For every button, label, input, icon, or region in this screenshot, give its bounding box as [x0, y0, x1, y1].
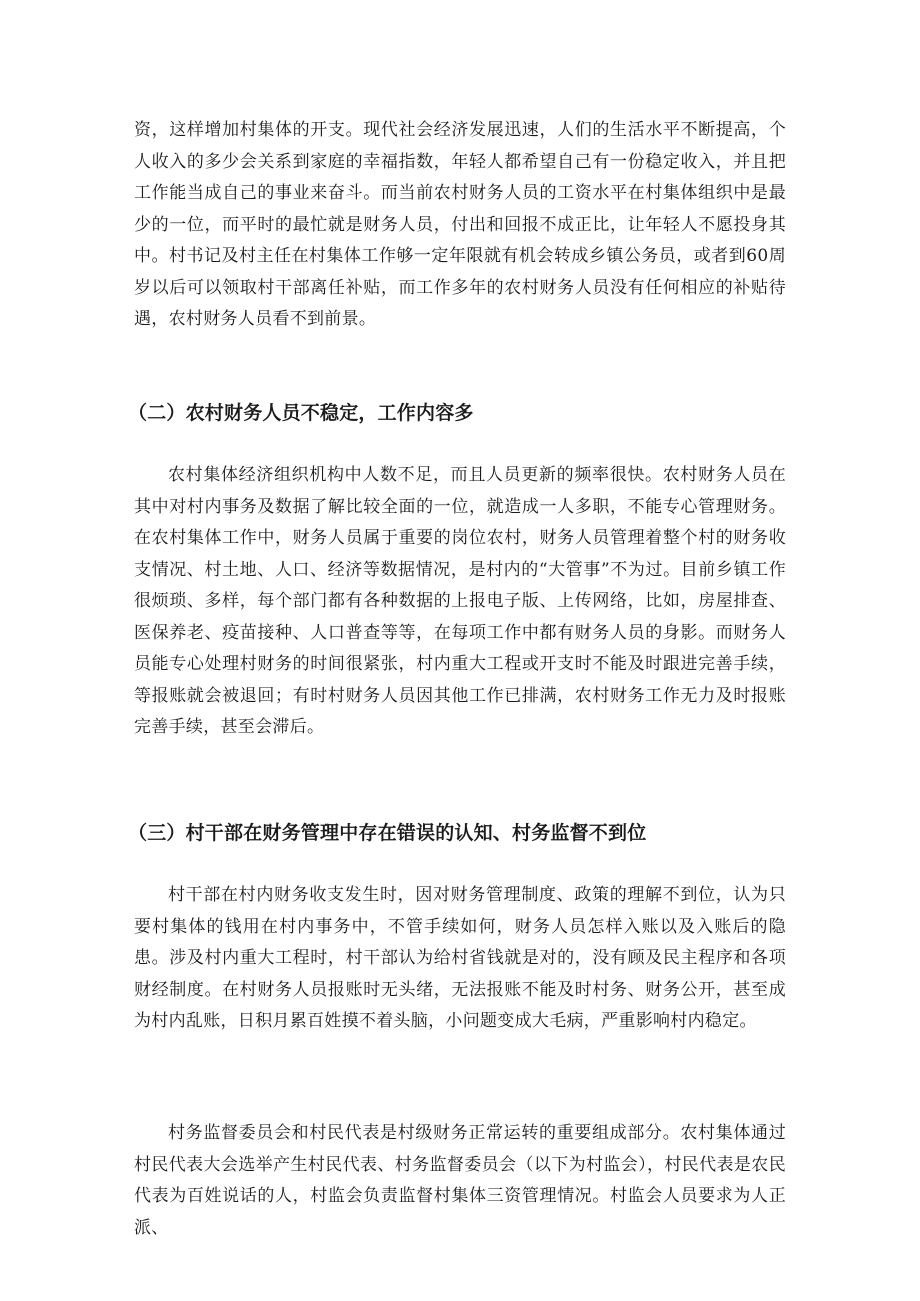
section-heading-3: （三）村干部在财务管理中存在错误的认知、村务监督不到位	[128, 822, 647, 844]
paragraph-staff-instability: 农村集体经济组织机构中人数不足，而且人员更新的频率很快。农村财务人员在其中对村内事务及数据了解比较全面的一位，就造成一人多职，不能专心管理财务。在农村集体工作中，财务人员属于重要的岗位农村，财务人员管理着整个村的财务收支情况、村土地、人口、经济等数据情况，是村内的“大管事”不为过。目前乡镇工作很烦琐、多样，每个部门都有各种数据的上报电子版、上传网络，比如，房屋排查、医保养老、疫苗接种、人口普查等等，在每项工作中都有财务人员的身影。而财务人员能专心处理村财务的时间很紧张，村内重大工程或开支时不能及时跟进完善手续，等报账就会被退回；有时村财务人员因其他工作已排满，农村财务工作无力及时报账完善手续，甚至会滞后。	[134, 465, 786, 737]
paragraph-supervision-committee: 村务监督委员会和村民代表是村级财务正常运转的重要组成部分。农村集体通过村民代表大会选举产生村民代表、村务监督委员会（以下为村监会），村民代表是农民代表为百姓说话的人，村监会负责监督村集体三资管理情况。村监会人员要求为人正派、	[134, 1123, 786, 1238]
paragraph-cadre-misconception: 村干部在村内财务收支发生时，因对财务管理制度、政策的理解不到位，认为只要村集体的钱用在村内事务中，不管手续如何，财务人员怎样入账以及入账后的隐患。涉及村内重大工程时，村干部认为给村省钱就是对的，没有顾及民主程序和各项财经制度。在村财务人员报账时无头绪，无法报账不能及时村务、财务公开，甚至成为村内乱账，日积月累百姓摸不着头脑，小问题变成大毛病，严重影响村内稳定。	[134, 885, 786, 1031]
section-heading-2: （二）农村财务人员不稳定，工作内容多	[128, 402, 474, 424]
paragraph-salary-issue: 资，这样增加村集体的开支。现代社会经济发展迅速，人们的生活水平不断提高，个人收入的多少会关系到家庭的幸福指数，年轻人都希望自己有一份稳定收入，并且把工作能当成自己的事业来奋斗。而当前农村财务人员的工资水平在村集体组织中是最少的一位，而平时的最忙就是财务人员，付出和回报不成正比，让年轻人不愿投身其中。村书记及村主任在村集体工作够一定年限就有机会转成乡镇公务员，或者到60周岁以后可以领取村干部离任补贴，而工作多年的农村财务人员没有任何相应的补贴待遇，农村财务人员看不到前景。	[134, 120, 786, 329]
